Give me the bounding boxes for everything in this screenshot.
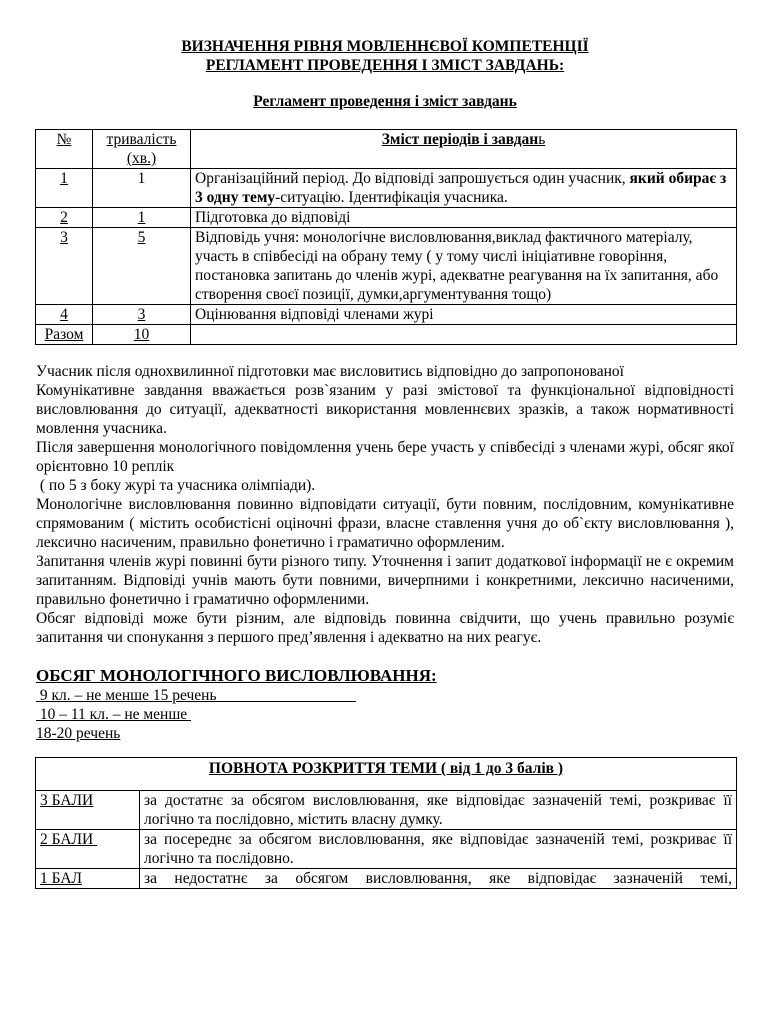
row-text-bold: який обирає з 3 одну тему — [195, 170, 727, 206]
body-text — [36, 362, 734, 647]
score-label: 2 БАЛИ — [36, 830, 140, 869]
row-text: Підготовка до відповіді — [191, 208, 737, 228]
score-description: за достатнє за обсягом висловлювання, яке відповідає зазначеній темі, розкриває її логічно та послідовно, містить власну думку. — [140, 791, 737, 830]
row-duration: 1 — [93, 169, 191, 208]
document-title-line2: РЕГЛАМЕНТ ПРОВЕДЕННЯ І ЗМІСТ ЗАВДАНЬ: — [205, 57, 565, 74]
paragraph-5: Монологічне висловлювання повинно відповідати ситуації, бути повним, послідовним, комунікативне спрямованим ( містить особистісні оціночні фрази, власне ставлення учня до об`єкту висловлювання ), лексично насиченим, правильно фонетично і граматично оформленим. — [36, 496, 734, 551]
total-empty-cell — [191, 325, 737, 345]
schedule-table — [35, 129, 737, 345]
document-title-line1: ВИЗНАЧЕННЯ РІВНЯ МОВЛЕННЄВОЇ КОМПЕТЕНЦІЇ — [181, 38, 589, 55]
row-num: 4 — [36, 305, 93, 325]
total-value: 10 — [93, 325, 191, 345]
score-table-heading: ПОВНОТА РОЗКРИТТЯ ТЕМИ ( від 1 до 3 балів ) — [36, 758, 737, 791]
table-row — [36, 228, 737, 305]
header-duration: тривалість (хв.) — [93, 130, 191, 169]
score-description: за посереднє за обсягом висловлювання, яке відповідає зазначеній темі, розкриває її логічно та послідовно. — [140, 830, 737, 869]
paragraph-3: Після завершення монологічного повідомлення учень бере участь у співбесіді з членами журі, обсяг якої орієнтовно 10 реплік — [36, 439, 734, 475]
document-subtitle: Регламент проведення і зміст завдань — [253, 93, 517, 110]
table-row — [36, 830, 737, 869]
row-duration: 3 — [93, 305, 191, 325]
row-num: 2 — [36, 208, 93, 228]
total-label: Разом — [36, 325, 93, 345]
row-num: 3 — [36, 228, 93, 305]
volume-line-1: 9 кл. – не менше 15 речень — [36, 687, 357, 704]
row-text-b: -ситуацію. Ідентифікація учасника. — [275, 189, 508, 206]
row-text: Оцінювання відповіді членами журі — [191, 305, 737, 325]
paragraph-4: ( по 5 з боку журі та учасника олімпіади). — [36, 477, 316, 494]
paragraph-6: Запитання членів журі повинні бути різного типу. Уточнення і запит додаткової інформації не є окремим запитанням. Відповіді учнів мають бути повними, вичерпними і конкретними, лексично насиченими, правильно фонетично і граматично оформленими. — [36, 553, 734, 608]
schedule-table-header — [36, 130, 737, 169]
row-text: Відповідь учня: монологічне висловлювання,виклад фактичного матеріалу, участь в співбесіді на обрану тему ( у тому числі ініціативне говоріння, постановка запитань до членів журі, адекватне реагування на їх запитання, або створення своєї позиції, думки,аргументування тощо) — [191, 228, 737, 305]
header-content-bold: Зміст періодів і завдан — [381, 131, 539, 148]
score-label: 1 БАЛ — [36, 869, 140, 889]
paragraph-2: Комунікативне завдання вважається розв`язаним у разі змістової та функціональної відповідності висловлювання до ситуації, адекватності використання мовленнєвих зразків, а також нормативності мовлення учасника. — [36, 382, 734, 437]
header-num: № — [36, 130, 93, 169]
table-row — [36, 869, 737, 889]
score-label: 3 БАЛИ — [36, 791, 140, 830]
row-num: 1 — [36, 169, 93, 208]
score-description: за недостатнє за обсягом висловлювання, яке відповідає зазначеній темі, — [140, 869, 737, 889]
volume-line-3: 18-20 речень — [36, 725, 121, 742]
volume-list — [36, 686, 734, 743]
table-row — [36, 208, 737, 228]
table-row — [36, 305, 737, 325]
volume-line-2: 10 – 11 кл. – не менше — [36, 706, 192, 723]
score-table-header — [36, 758, 737, 791]
volume-heading: ОБСЯГ МОНОЛОГІЧНОГО ВИСЛОВЛЮВАННЯ: — [36, 666, 437, 685]
header-content — [191, 130, 737, 169]
document-page — [36, 0, 734, 889]
row-duration: 1 — [93, 208, 191, 228]
paragraph-7: Обсяг відповіді може бути різним, але відповідь повинна свідчити, що учень правильно розуміє запитання чи спонукання з першого пред’явлення і адекватно на них реагує. — [36, 610, 734, 646]
row-text-a: Організаційний період. До відповіді запрошується один учасник, — [195, 170, 630, 187]
score-table — [35, 757, 737, 889]
table-row — [36, 791, 737, 830]
row-duration: 5 — [93, 228, 191, 305]
row-text — [191, 169, 737, 208]
header-content-tail: ь — [538, 131, 546, 148]
table-total-row — [36, 325, 737, 345]
paragraph-1: Учасник після однохвилинної підготовки має висловитись відповідно до запропонованої — [36, 363, 624, 380]
table-row — [36, 169, 737, 208]
